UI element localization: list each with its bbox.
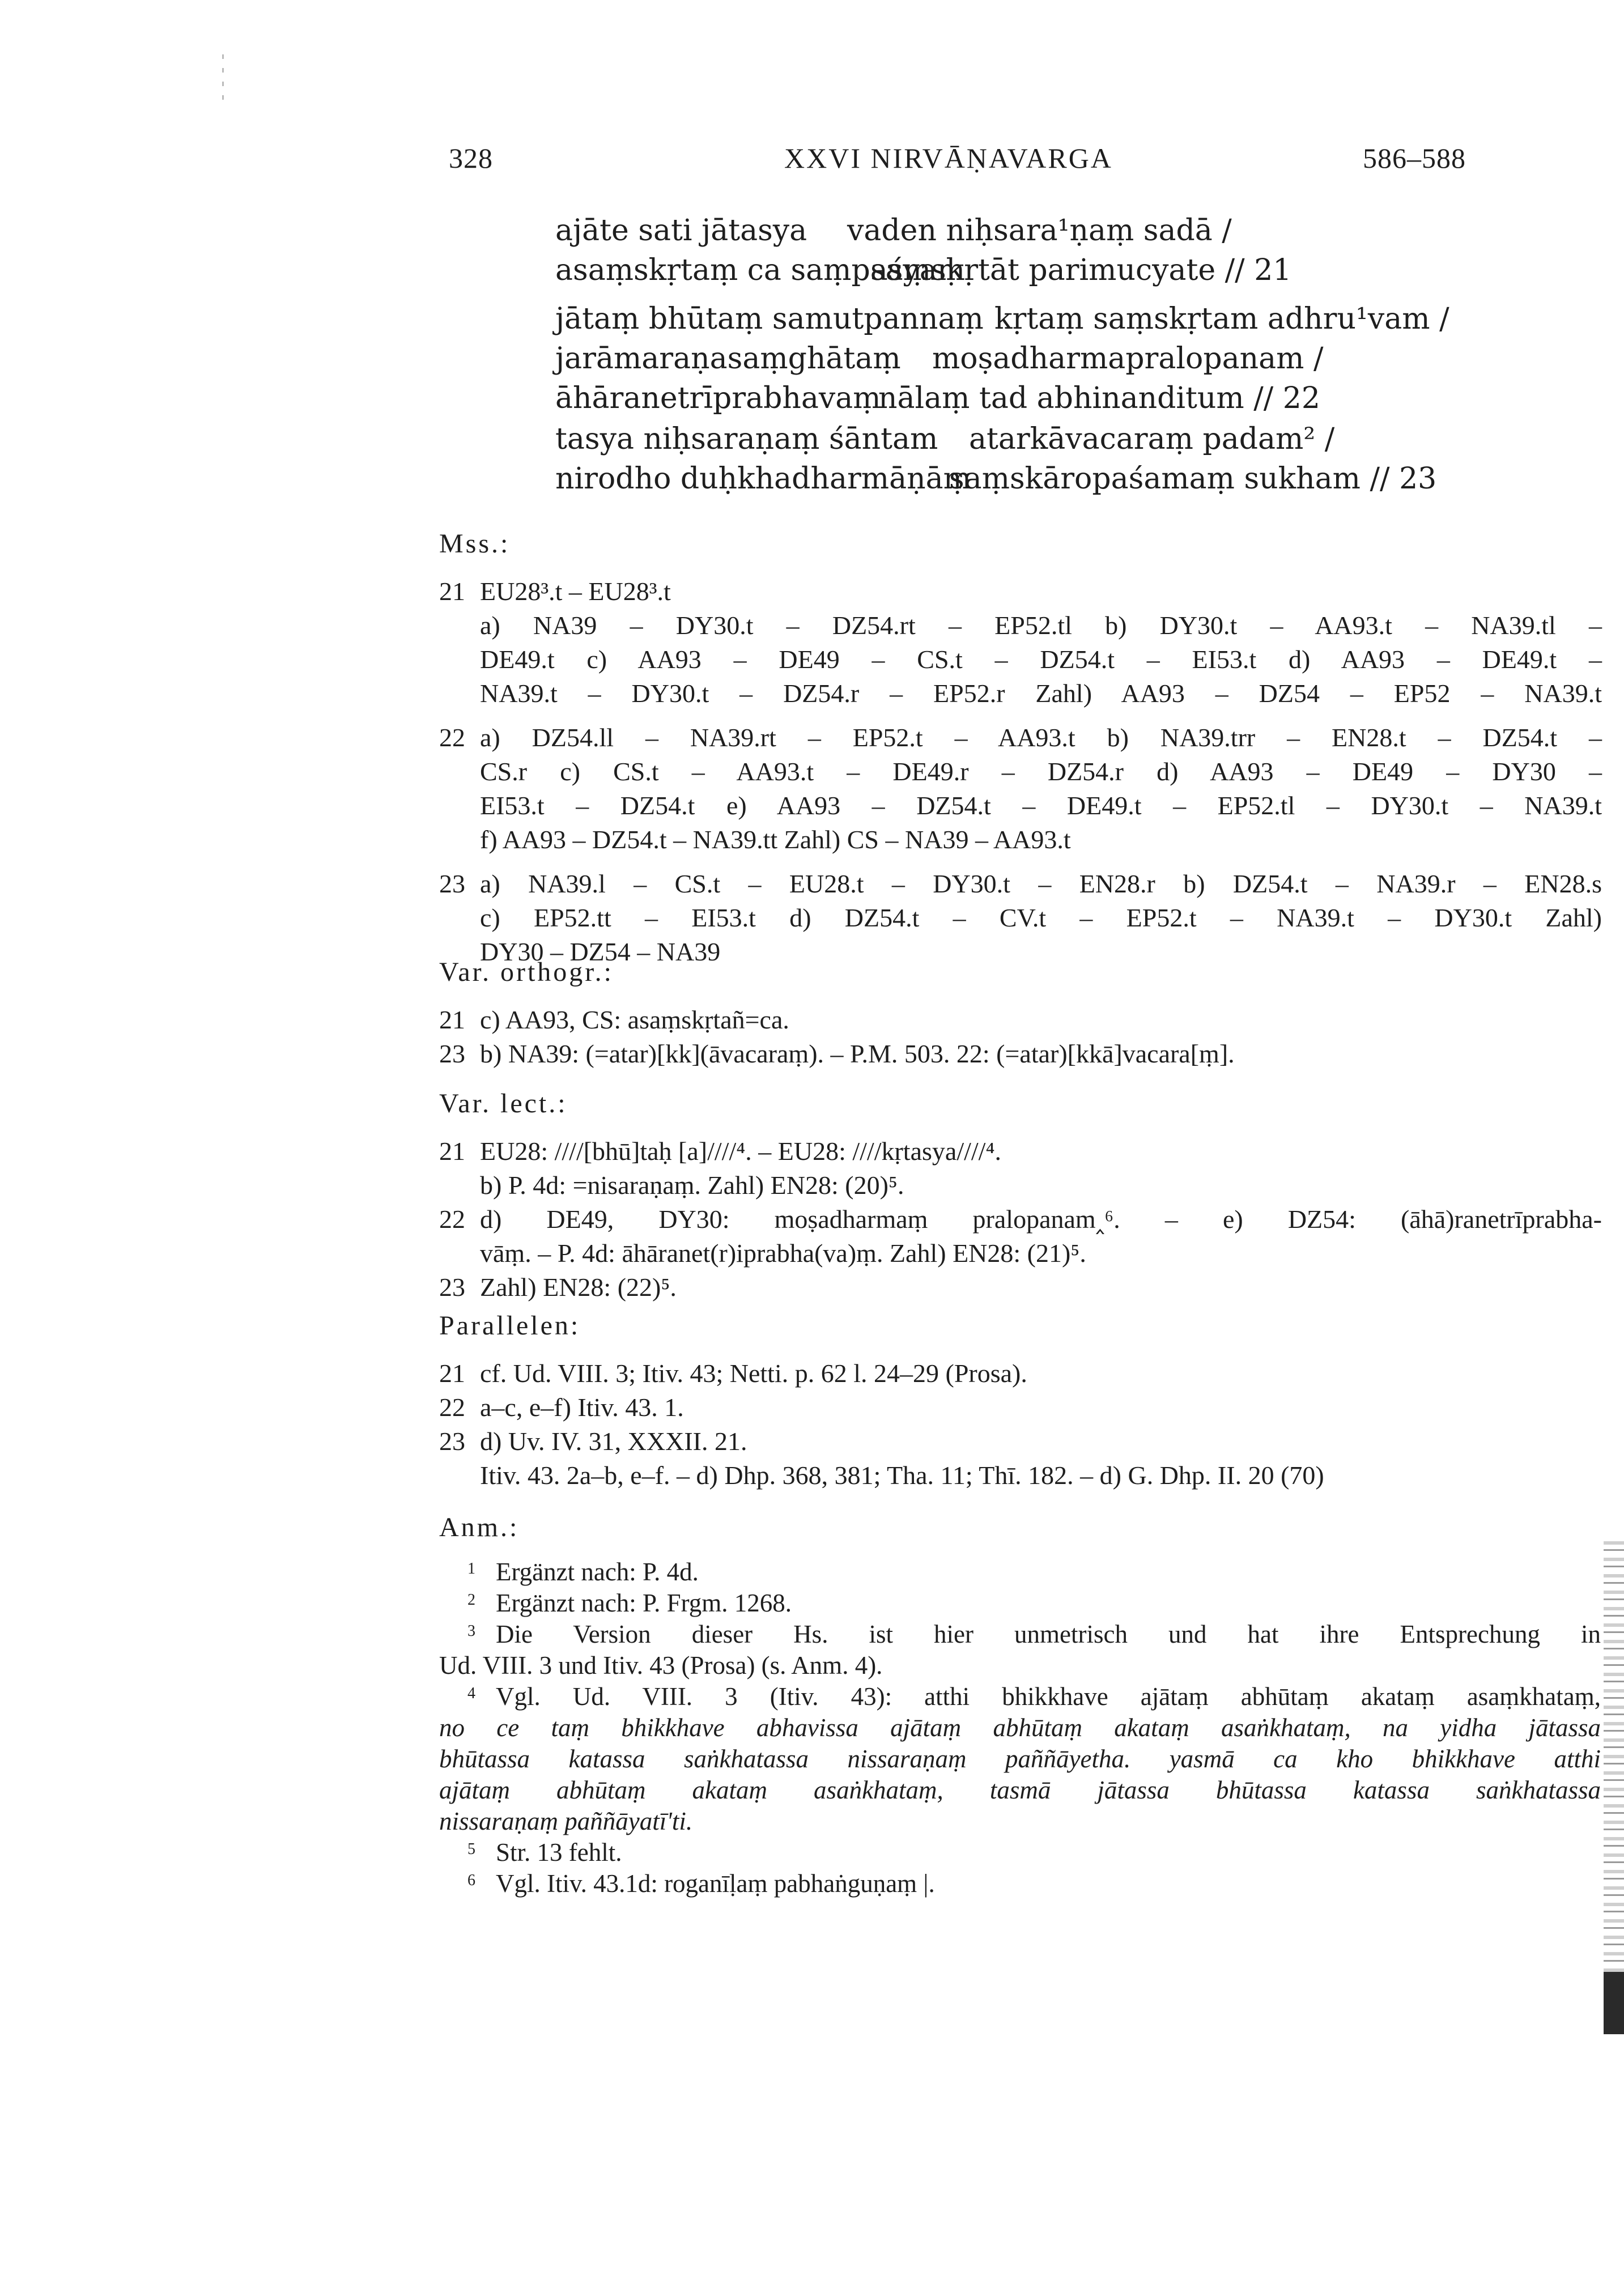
verse-pada-a: asaṃskṛtaṃ ca saṃpaśyaṃ [555, 253, 966, 287]
entry-number: 23 [439, 1427, 465, 1456]
footnote-line: Die Version dieser Hs. ist hier unmetrisch und hat ihre Entsprechung in [496, 1620, 1601, 1648]
entry-line: EU28³.t – EU28³.t [480, 577, 671, 606]
parallel-entry [439, 1425, 1602, 1493]
lect-entry [439, 1134, 1602, 1202]
footnote-line: bhūtassa katassa saṅkhatassa nissaraṇaṃ paññāyetha. yasmā ca kho bhikkhave atthi [439, 1745, 1601, 1773]
entry-line: vāṃ. – P. 4d: āhāranet(r)iprabha(va)ṃ. Zahl) EN28: (21)⁵. [480, 1239, 1086, 1268]
entry-number: 23 [439, 869, 465, 898]
orthogr-entry [439, 1037, 1602, 1071]
verse-pada-a: jarāmaraṇasaṃghātaṃ [555, 342, 901, 376]
section-title: Anm.: [439, 1512, 520, 1542]
footnote-line: Vgl. Itiv. 43.1d: roganīḷaṃ pabhaṅguṇaṃ |. [496, 1869, 935, 1898]
parallel-entry [439, 1391, 1602, 1425]
page-number: 328 [449, 142, 493, 174]
entry-number: 22 [439, 1393, 465, 1422]
entry-line: NA39.t – DY30.t – DZ54.r – EP52.r Zahl) AA93 – DZ54 – EP52 – NA39.t [480, 679, 1602, 708]
entry-number: 22 [439, 723, 465, 752]
entry-number: 23 [439, 1039, 465, 1068]
footnote-line: Ergänzt nach: P. Frgm. 1268. [496, 1589, 792, 1617]
entry-line: c) AA93, CS: asaṃskṛtañ=ca. [480, 1005, 789, 1034]
section-title: Var. lect.: [439, 1089, 568, 1119]
entry-number: 21 [439, 577, 465, 606]
orthogr-section [439, 955, 1602, 1081]
footnote-5 [439, 1837, 1601, 1868]
footnote-line: Vgl. Ud. VIII. 3 (Itiv. 43): atthi bhikkhave ajātaṃ abhūtaṃ akataṃ asaṃkhataṃ, [496, 1682, 1601, 1711]
entry-line: EI53.t – DZ54.t e) AA93 – DZ54.t – DE49.t – EP52.tl – DY30.t – NA39.t [480, 791, 1602, 820]
footnote-line: nissaraṇaṃ paññāyatī'ti. [439, 1807, 693, 1835]
footnote-marker: 4 [467, 1685, 475, 1702]
verse-pada-a: jātaṃ bhūtaṃ samutpannaṃ [555, 302, 984, 336]
mss-section [439, 527, 1602, 979]
entry-line: a–c, e–f) Itiv. 43. 1. [480, 1393, 684, 1422]
footnote-line: Ud. VIII. 3 und Itiv. 43 (Prosa) (s. Anm. 4). [439, 1651, 883, 1680]
footnote-line: ajātaṃ abhūtaṃ akataṃ asaṅkhataṃ, tasmā jātassa bhūtassa katassa saṅkhatassa [439, 1776, 1601, 1804]
verse-pada-b: kṛtaṃ saṃskṛtam adhru¹vam / [994, 302, 1449, 336]
entry-line: DY30 – DZ54 – NA39 [480, 937, 721, 966]
entry-line: Itiv. 43. 2a–b, e–f. – d) Dhp. 368, 381; Tha. 11; Thī. 182. – d) G. Dhp. II. 20 (70) [480, 1461, 1324, 1490]
verse-range: 586–588 [1363, 142, 1466, 174]
parallel-entry [439, 1357, 1602, 1391]
entry-number: 21 [439, 1005, 465, 1034]
mss-entry [439, 721, 1602, 857]
entry-line: a) NA39 – DY30.t – DZ54.rt – EP52.tl b) DY30.t – AA93.t – NA39.tl – [480, 611, 1602, 640]
mss-entry [439, 575, 1602, 711]
entry-line: d) Uv. IV. 31, XXXII. 21. [480, 1427, 747, 1456]
entry-line: cf. Ud. VIII. 3; Itiv. 43; Netti. p. 62 l. 24–29 (Prosa). [480, 1359, 1027, 1388]
entry-number: 21 [439, 1137, 465, 1166]
lect-section [439, 1087, 1602, 1315]
verse-pada-a: nirodho duḥkhadharmāṇāṃ [555, 462, 971, 496]
footnote-6 [439, 1868, 1601, 1899]
entry-line: a) DZ54.ll – NA39.rt – EP52.t – AA93.t b) NA39.trr – EN28.t – DZ54.t – [480, 723, 1602, 752]
verse-pada-a: tasya niḥsaraṇaṃ śāntam [555, 422, 938, 456]
footnote-marker: 1 [467, 1560, 475, 1578]
section-title: Var. orthogr.: [439, 957, 614, 987]
entry-number: 22 [439, 1205, 465, 1234]
entry-line: DE49.t c) AA93 – DE49 – CS.t – DZ54.t – EI53.t d) AA93 – DE49.t – [480, 645, 1602, 674]
entry-number: 21 [439, 1359, 465, 1388]
orthogr-entry [439, 1003, 1602, 1037]
running-title: XXVI NIRVĀṆAVARGA [784, 142, 1113, 174]
footnote-line: Ergänzt nach: P. 4d. [496, 1558, 699, 1586]
scan-edge [1604, 1541, 1624, 2034]
mss-entry [439, 867, 1602, 969]
entry-line: EU28: ////[bhū]taḥ [a]////⁴. – EU28: ////kṛtasya////⁴. [480, 1137, 1001, 1166]
entry-line: c) EP52.tt – EI53.t d) DZ54.t – CV.t – EP52.t – NA39.t – DY30.t Zahl) [480, 903, 1602, 932]
entry-line: d) DE49, DY30: moṣadharmaṃ pralopanam‸⁶. – e) DZ54: (āhā)ranetrīprabha- [480, 1205, 1602, 1234]
entry-line: b) NA39: (=atar)[kk](āvacaraṃ). – P.M. 503. 22: (=atar)[kkā]vacara[ṃ]. [480, 1039, 1235, 1068]
entry-line: CS.r c) CS.t – AA93.t – DE49.r – DZ54.r d) AA93 – DE49 – DY30 – [480, 757, 1602, 786]
lect-entry [439, 1270, 1602, 1304]
entry-number: 23 [439, 1273, 465, 1302]
lect-entry [439, 1202, 1602, 1270]
scan-edge-dark [1604, 1972, 1624, 2034]
footnote-1 [439, 1557, 1601, 1588]
verse-pada-b: saṃskāropaśamaṃ sukham // 23 [949, 462, 1437, 496]
entry-line: f) AA93 – DZ54.t – NA39.tt Zahl) CS – NA39 – AA93.t [480, 825, 1071, 854]
footnote-line: no ce taṃ bhikkhave abhavissa ajātaṃ abhūtaṃ akataṃ asaṅkhataṃ, na yidha jātassa [439, 1714, 1601, 1742]
entry-line: Zahl) EN28: (22)⁵. [480, 1273, 677, 1302]
footnote-line: Str. 13 fehlt. [496, 1838, 622, 1866]
verse-pada-a: āhāranetrīprabhavaṃ [555, 381, 881, 415]
footnote-3 [439, 1619, 1601, 1681]
verse-pada-b: atarkāvacaraṃ padam² / [969, 422, 1335, 456]
footnote-marker: 5 [467, 1840, 475, 1858]
footnote-marker: 3 [467, 1622, 475, 1640]
entry-line: b) P. 4d: =nisaraṇaṃ. Zahl) EN28: (20)⁵. [480, 1171, 904, 1200]
scan-marks [222, 54, 224, 104]
footnote-4 [439, 1681, 1601, 1837]
parallelen-section [439, 1309, 1602, 1503]
verse-pada-b: nālaṃ tad abhinanditum // 22 [878, 381, 1320, 415]
footnote-marker: 6 [467, 1872, 475, 1889]
footnote-2 [439, 1588, 1601, 1619]
entry-line: a) NA39.l – CS.t – EU28.t – DY30.t – EN28.r b) DZ54.t – NA39.r – EN28.s [480, 869, 1602, 898]
verse-pada-b: vaden niḥsara¹ṇaṃ sadā / [847, 214, 1232, 248]
anm-section [439, 1512, 1601, 1899]
verse-pada-b: moṣadharmapralopanam / [932, 342, 1324, 376]
section-title: Mss.: [439, 529, 511, 559]
verse-pada-b: saṃskṛtāt parimucyate // 21 [870, 253, 1292, 287]
verse-pada-a: ajāte sati jātasya [555, 214, 807, 248]
section-title: Parallelen: [439, 1311, 581, 1341]
footnote-marker: 2 [467, 1591, 475, 1609]
